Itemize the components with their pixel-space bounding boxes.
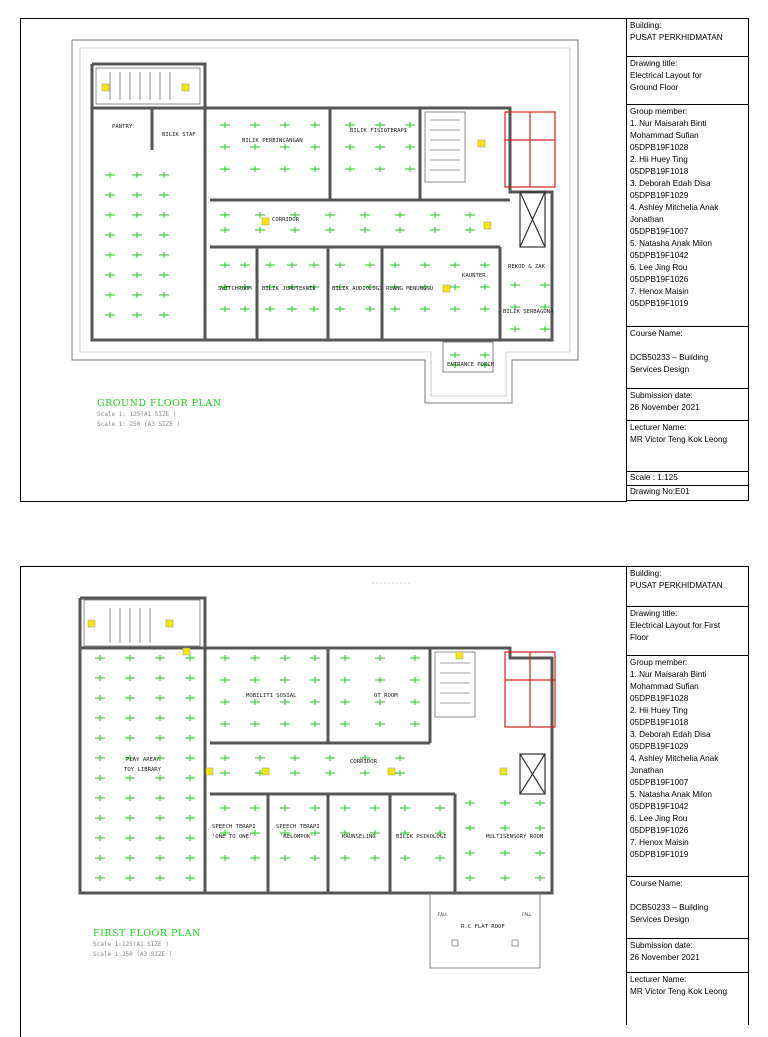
tb-building [627, 567, 748, 607]
sheet-ground-floor [0, 0, 768, 496]
tb-member-line: 7. Henox Maisin [630, 287, 689, 296]
tb-member-line: Mohammad Sufian [630, 131, 699, 140]
toilet-block [505, 112, 555, 247]
tb-drawing-no [627, 486, 748, 500]
site-boundary [72, 40, 578, 403]
tb-member-line: 05DPB19F1042 [630, 802, 689, 811]
plan-title: FIRST FLOOR PLAN [93, 928, 201, 939]
room-label-multisensory: MULTISENSORY ROOM [486, 834, 544, 840]
tb-member-line: 05DPB19F1019 [630, 299, 689, 308]
tb-label: Group member: [630, 107, 688, 116]
first-floor-plan-drawing [0, 548, 626, 1024]
room-label-speech-2b: 'KELOMPOK' [280, 834, 314, 840]
switch-symbols [88, 620, 507, 775]
tb-label: Course Name: [630, 329, 683, 338]
fall-label: FALL [522, 912, 532, 917]
room-label-speech-1b: 'ONE TO ONE' [212, 834, 253, 840]
building-walls [92, 64, 552, 340]
room-label-corridor: CORRIDOR [350, 759, 377, 765]
tb-member-line: 05DPB19F1007 [630, 227, 689, 236]
tb-member-line: 05DPB19F1026 [630, 275, 689, 284]
room-label-switchroom: SWITCHROOM [218, 286, 252, 292]
tb-member-line: 05DPB19F1019 [630, 850, 689, 859]
tb-member-line: 05DPB19F1018 [630, 718, 689, 727]
tb-value: MR Victor Teng Kok Leong [630, 987, 728, 996]
room-label-corridor: CORRIDOR [272, 217, 299, 223]
room-label-toy-library: TOY LIBRARY [124, 767, 162, 773]
tb-value: PUSAT PERKHIDMATAN [630, 581, 723, 590]
room-label-serbaguna: BILIK SERBAGUNA [503, 309, 554, 315]
tb-member-line: 05DPB19F1029 [630, 191, 689, 200]
tb-member-line: 4. Ashley Mitchelia Anak [630, 754, 719, 763]
room-label-menunggu: RUANG MENUNGGU [386, 286, 434, 292]
tb-member-line: 05DPB19F1028 [630, 143, 689, 152]
tb-scale-text: Scale : 1:125 [630, 473, 678, 482]
tb-building [627, 19, 748, 57]
room-label-jurutenik: BILIK JURUTEKNIK [262, 286, 316, 292]
tb-member-line: 05DPB19F1018 [630, 167, 689, 176]
tb-drawing-title [627, 57, 748, 105]
plan-scale-line: Scale 1: 125(A1 SIZE ) [97, 411, 177, 418]
building-walls [80, 598, 552, 893]
tb-value: DCB50233 – Building [630, 903, 709, 912]
tb-member-line: 7. Henox Maisin [630, 838, 689, 847]
title-block [626, 18, 749, 501]
sheet-first-floor [0, 548, 768, 1024]
room-label-kaunter: KAUNTER [462, 273, 486, 279]
tb-value: 26 November 2021 [630, 953, 700, 962]
room-label-psikologi: BILIK PSIKOLOGI [396, 834, 447, 840]
tb-member-line: 3. Deborah Edah Disa [630, 730, 711, 739]
room-label-speech-1: SPEECH TERAPI [212, 824, 256, 830]
tb-submission [627, 389, 748, 421]
tb-value: Services Design [630, 915, 690, 924]
plan-scale-line: Scale 1:250 (A3 SIZE ) [93, 951, 173, 958]
tb-member-line: 4. Ashley Mitchelia Anak [630, 203, 719, 212]
tb-member-line: 05DPB19F1026 [630, 826, 689, 835]
room-label-play-area: PLAY AREA/ [126, 757, 160, 763]
tb-label: Lecturer Name: [630, 975, 687, 984]
tb-member-line: 3. Deborah Edah Disa [630, 179, 711, 188]
tb-member-line: 5. Natasha Anak Milon [630, 790, 712, 799]
plan-scale-line: Scale 1: 250 (A3 SIZE ) [97, 421, 181, 428]
tb-drawing-title [627, 607, 748, 656]
room-label-speech-2: SPEECH TERAPI [276, 824, 320, 830]
tb-group-members [627, 105, 748, 327]
tb-member-line: 6. Lee Jing Rou [630, 814, 688, 823]
plan-scale-line: Scale 1:125(A1 SIZE ) [93, 941, 169, 948]
tb-value: MR Victor Teng Kok Leong [630, 435, 728, 444]
tb-value: 26 November 2021 [630, 403, 700, 412]
room-label-porch: ENTRANCE PORCH [447, 362, 495, 368]
tb-label: Submission date: [630, 391, 693, 400]
tb-label: Submission date: [630, 941, 693, 950]
tb-member-line: Jonathan [630, 215, 664, 224]
tb-drawing-no-text: Drawing No:E01 [630, 487, 690, 496]
tb-member-line: 05DPB19F1007 [630, 778, 689, 787]
room-label-pantry: PANTRY [112, 124, 133, 130]
tb-value: Electrical Layout for [630, 71, 702, 80]
tb-value: Floor [630, 633, 649, 642]
tb-member-line: Mohammad Sufian [630, 682, 699, 691]
tb-member-line: 5. Natasha Anak Milon [630, 239, 712, 248]
tb-value: Services Design [630, 365, 690, 374]
tb-member-line: 05DPB19F1029 [630, 742, 689, 751]
room-label-rekod: REKOD & ZAK [508, 264, 546, 270]
tb-member-line: 6. Lee Jing Rou [630, 263, 688, 272]
title-block [626, 566, 749, 1025]
room-label-mobiliti: MOBILITI SOSIAL [246, 693, 297, 699]
tb-member-line: 2. Hii Huey Ting [630, 706, 688, 715]
tb-submission [627, 939, 748, 973]
tb-course [627, 327, 748, 389]
tb-value: Electrical Layout for First [630, 621, 721, 630]
room-label-ot-room: OT ROOM [374, 693, 398, 699]
tb-scale [627, 472, 748, 486]
tb-value: DCB50233 – Building [630, 353, 709, 362]
tb-value: PUSAT PERKHIDMATAN [630, 33, 723, 42]
tb-lecturer [627, 421, 748, 472]
tb-label: Drawing title: [630, 59, 678, 68]
fall-label: FALL [438, 912, 448, 917]
room-label-kaunseling: KAUNSELING [342, 834, 376, 840]
tb-value: Ground Floor [630, 83, 679, 92]
tb-member-line: 1. Nur Maisarah Binti [630, 119, 707, 128]
tb-label: Building: [630, 569, 662, 578]
flat-roof-outline [430, 893, 540, 968]
tb-member-line: Jonathan [630, 766, 664, 775]
tb-lecturer [627, 973, 748, 1025]
room-label-bilik-staf: BILIK STAF [162, 132, 196, 138]
tb-member-line: 1. Nur Maisarah Binti [630, 670, 707, 679]
plan-title: GROUND FLOOR PLAN [97, 398, 222, 409]
light-fittings [95, 655, 545, 881]
tb-label: Building: [630, 21, 662, 30]
room-label-fisioterapi: BILIK FISIOTERAPI [350, 128, 408, 134]
tb-label: Course Name: [630, 879, 683, 888]
room-label-audiologi: BILIK AUDIOLOGI [332, 286, 383, 292]
roof-label: R.C FLAT ROOF [461, 924, 505, 930]
tb-label: Drawing title: [630, 609, 678, 618]
tb-group-members [627, 656, 748, 877]
toilet-block [505, 652, 555, 794]
switch-symbols [102, 84, 491, 292]
tb-member-line: 05DPB19F1028 [630, 694, 689, 703]
tb-label: Group member: [630, 658, 688, 667]
tb-label: Lecturer Name: [630, 423, 687, 432]
room-label-perbincangan: BILIK PERBINCANGAN [242, 138, 303, 144]
tb-member-line: 2. Hii Huey Ting [630, 155, 688, 164]
tb-member-line: 05DPB19F1042 [630, 251, 689, 260]
ground-floor-plan-drawing [0, 0, 626, 500]
tb-course [627, 877, 748, 939]
